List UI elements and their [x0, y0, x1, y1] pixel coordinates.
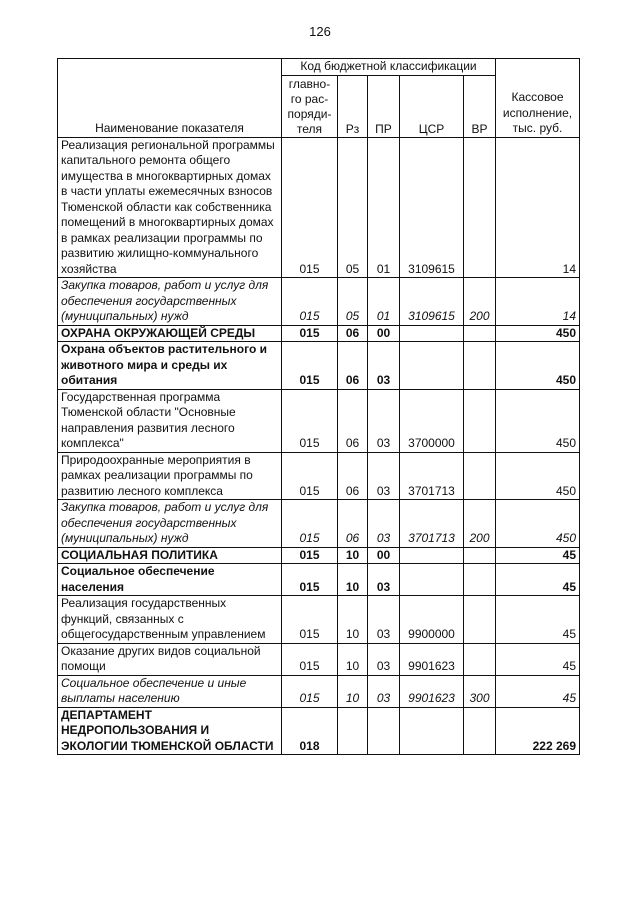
- cell-rz: 10: [338, 675, 368, 707]
- cell-csr: 3701713: [400, 452, 464, 500]
- budget-table: [57, 58, 580, 755]
- cell-amount: 45: [496, 675, 580, 707]
- cell-glav: 015: [282, 675, 338, 707]
- cell-pr: 03: [368, 643, 400, 675]
- cell-glav: 015: [282, 389, 338, 452]
- header-rz: Рз: [338, 75, 368, 137]
- cell-name: Оказание других видов социальной помощи: [58, 643, 282, 675]
- cell-glav: 015: [282, 342, 338, 390]
- table-row: [58, 596, 580, 644]
- cell-amount: 45: [496, 596, 580, 644]
- cell-pr: 01: [368, 278, 400, 326]
- cell-csr: [400, 325, 464, 342]
- cell-name: Охрана объектов растительного и животного мира и среды их обитания: [58, 342, 282, 390]
- cell-glav: 015: [282, 564, 338, 596]
- cell-pr: 03: [368, 452, 400, 500]
- header-vr: ВР: [464, 75, 496, 137]
- header-csr: ЦСР: [400, 75, 464, 137]
- cell-amount: 450: [496, 342, 580, 390]
- cell-amount: 45: [496, 547, 580, 564]
- table-row: [58, 564, 580, 596]
- table-row: [58, 342, 580, 390]
- cell-name: Социальное обеспечение и иные выплаты населению: [58, 675, 282, 707]
- cell-rz: 06: [338, 389, 368, 452]
- cell-amount: 45: [496, 564, 580, 596]
- table-row: [58, 500, 580, 548]
- table-row: [58, 547, 580, 564]
- header-glav: главно-го рас-поряди-теля: [282, 75, 338, 137]
- cell-vr: 200: [464, 278, 496, 326]
- cell-vr: [464, 596, 496, 644]
- header-amount: Кассовое исполнение, тыс. руб.: [496, 59, 580, 138]
- cell-name: Реализация региональной программы капитального ремонта общего имущества в многоквартирных домах в части уплаты ежемесячных взносов Тюменской области как собственника помещений в многоквартирных домах в рамках реализации программы по развитию жилищно-коммунального хозяйства: [58, 137, 282, 278]
- cell-pr: 03: [368, 596, 400, 644]
- table-row: [58, 325, 580, 342]
- cell-rz: 05: [338, 278, 368, 326]
- cell-vr: [464, 325, 496, 342]
- cell-amount: 450: [496, 500, 580, 548]
- cell-vr: [464, 137, 496, 278]
- cell-rz: 10: [338, 643, 368, 675]
- cell-glav: 015: [282, 137, 338, 278]
- cell-pr: [368, 707, 400, 755]
- table-row: [58, 707, 580, 755]
- cell-csr: [400, 342, 464, 390]
- cell-glav: 015: [282, 500, 338, 548]
- page-number: 126: [309, 24, 331, 39]
- cell-name: Закупка товаров, работ и услуг для обеспечения государственных (муниципальных) нужд: [58, 500, 282, 548]
- cell-vr: [464, 564, 496, 596]
- cell-glav: 018: [282, 707, 338, 755]
- header-pr: ПР: [368, 75, 400, 137]
- cell-amount: 450: [496, 325, 580, 342]
- cell-rz: 05: [338, 137, 368, 278]
- cell-glav: 015: [282, 325, 338, 342]
- cell-name: Реализация государственных функций, связанных с общегосударственным управлением: [58, 596, 282, 644]
- cell-rz: 06: [338, 500, 368, 548]
- cell-name: Закупка товаров, работ и услуг для обеспечения государственных (муниципальных) нужд: [58, 278, 282, 326]
- cell-rz: 10: [338, 547, 368, 564]
- cell-amount: 450: [496, 452, 580, 500]
- cell-rz: 06: [338, 342, 368, 390]
- cell-csr: [400, 547, 464, 564]
- table-row: [58, 389, 580, 452]
- cell-vr: [464, 342, 496, 390]
- cell-name: Природоохранные мероприятия в рамках реализации программы по развитию лесного комплекса: [58, 452, 282, 500]
- table-row: [58, 643, 580, 675]
- cell-pr: 00: [368, 325, 400, 342]
- cell-amount: 45: [496, 643, 580, 675]
- cell-vr: [464, 707, 496, 755]
- cell-csr: 3701713: [400, 500, 464, 548]
- header-code-group: Код бюджетной классификации: [282, 59, 496, 76]
- table-row: [58, 675, 580, 707]
- cell-vr: [464, 452, 496, 500]
- cell-amount: 450: [496, 389, 580, 452]
- cell-csr: 3109615: [400, 278, 464, 326]
- cell-glav: 015: [282, 596, 338, 644]
- cell-amount: 222 269: [496, 707, 580, 755]
- cell-name: ОХРАНА ОКРУЖАЮЩЕЙ СРЕДЫ: [58, 325, 282, 342]
- header-name: Наименование показателя: [58, 59, 282, 138]
- cell-csr: 9901623: [400, 675, 464, 707]
- cell-csr: 9900000: [400, 596, 464, 644]
- cell-amount: 14: [496, 137, 580, 278]
- cell-amount: 14: [496, 278, 580, 326]
- cell-pr: 03: [368, 500, 400, 548]
- cell-vr: [464, 643, 496, 675]
- cell-pr: 03: [368, 342, 400, 390]
- cell-csr: [400, 564, 464, 596]
- cell-rz: [338, 707, 368, 755]
- table-row: [58, 137, 580, 278]
- cell-pr: 03: [368, 564, 400, 596]
- cell-vr: [464, 547, 496, 564]
- cell-pr: 00: [368, 547, 400, 564]
- cell-glav: 015: [282, 547, 338, 564]
- table-row: [58, 278, 580, 326]
- cell-csr: [400, 707, 464, 755]
- cell-vr: 300: [464, 675, 496, 707]
- cell-glav: 015: [282, 278, 338, 326]
- cell-rz: 06: [338, 452, 368, 500]
- cell-name: ДЕПАРТАМЕНТ НЕДРОПОЛЬЗОВАНИЯ И ЭКОЛОГИИ ТЮМЕНСКОЙ ОБЛАСТИ: [58, 707, 282, 755]
- cell-name: Социальное обеспечение населения: [58, 564, 282, 596]
- cell-pr: 01: [368, 137, 400, 278]
- cell-pr: 03: [368, 389, 400, 452]
- cell-csr: 3109615: [400, 137, 464, 278]
- cell-pr: 03: [368, 675, 400, 707]
- cell-vr: 200: [464, 500, 496, 548]
- cell-glav: 015: [282, 643, 338, 675]
- cell-name: Государственная программа Тюменской области "Основные направления развития лесного комплекса": [58, 389, 282, 452]
- cell-rz: 06: [338, 325, 368, 342]
- table-row: [58, 452, 580, 500]
- cell-vr: [464, 389, 496, 452]
- cell-name: СОЦИАЛЬНАЯ ПОЛИТИКА: [58, 547, 282, 564]
- cell-rz: 10: [338, 564, 368, 596]
- cell-rz: 10: [338, 596, 368, 644]
- cell-csr: 9901623: [400, 643, 464, 675]
- cell-glav: 015: [282, 452, 338, 500]
- cell-csr: 3700000: [400, 389, 464, 452]
